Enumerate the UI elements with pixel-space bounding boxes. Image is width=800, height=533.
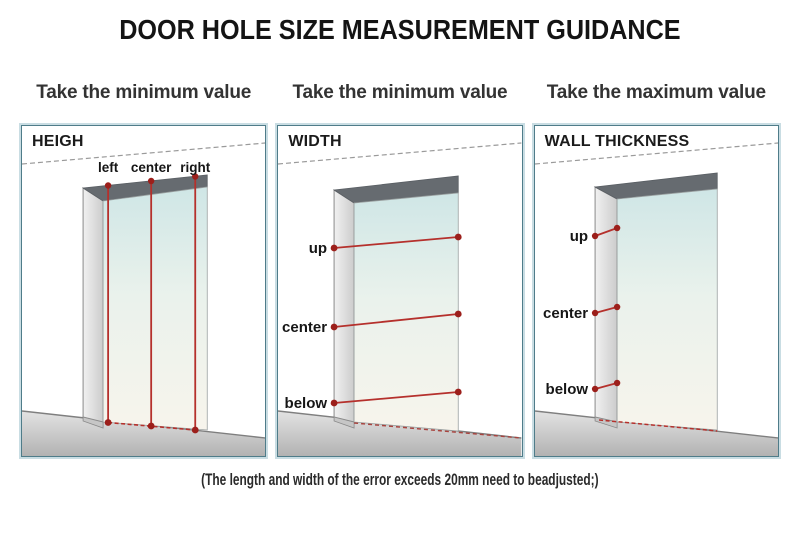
door-jamb: [334, 190, 354, 422]
measure-label-center: center: [282, 319, 328, 336]
subtitle-wall-thickness: Take the maximum value: [546, 82, 766, 103]
panel-width: [277, 125, 522, 457]
door-opening: [354, 193, 458, 431]
measure-label-below: below: [284, 395, 328, 412]
panel-title-height: HEIGH: [32, 133, 84, 150]
measure-label-up: up: [569, 228, 588, 245]
panel-row: [0, 125, 800, 457]
measure-label-below: below: [545, 381, 588, 398]
door-opening: [103, 187, 207, 430]
page-title: DOOR HOLE SIZE MEASUREMENT GUIDANCE: [119, 14, 681, 45]
wall-thickness-door-illustration: [535, 126, 778, 456]
height-door-illustration: [22, 126, 265, 456]
measure-label-up: up: [309, 240, 328, 257]
measure-label-center: center: [130, 160, 172, 175]
panel-height: [21, 125, 266, 457]
subtitle-height: Take the minimum value: [36, 82, 252, 103]
subtitle-row: [0, 82, 800, 104]
footer-note: (The length and width of the error exceeds 20mm need to beadjusted;): [201, 470, 599, 489]
measure-label-right: right: [180, 160, 211, 175]
subtitle-width: Take the minimum value: [292, 82, 508, 103]
panel-wall-thickness: [534, 125, 779, 457]
measure-label-center: center: [542, 305, 588, 322]
measure-label-left: left: [97, 160, 119, 175]
width-door-illustration: [278, 126, 521, 456]
door-jamb: [83, 188, 103, 422]
door-opening: [617, 189, 717, 430]
panel-title-wall-thickness: WALL THICKNESS: [544, 133, 690, 150]
panel-title-width: WIDTH: [288, 133, 342, 150]
